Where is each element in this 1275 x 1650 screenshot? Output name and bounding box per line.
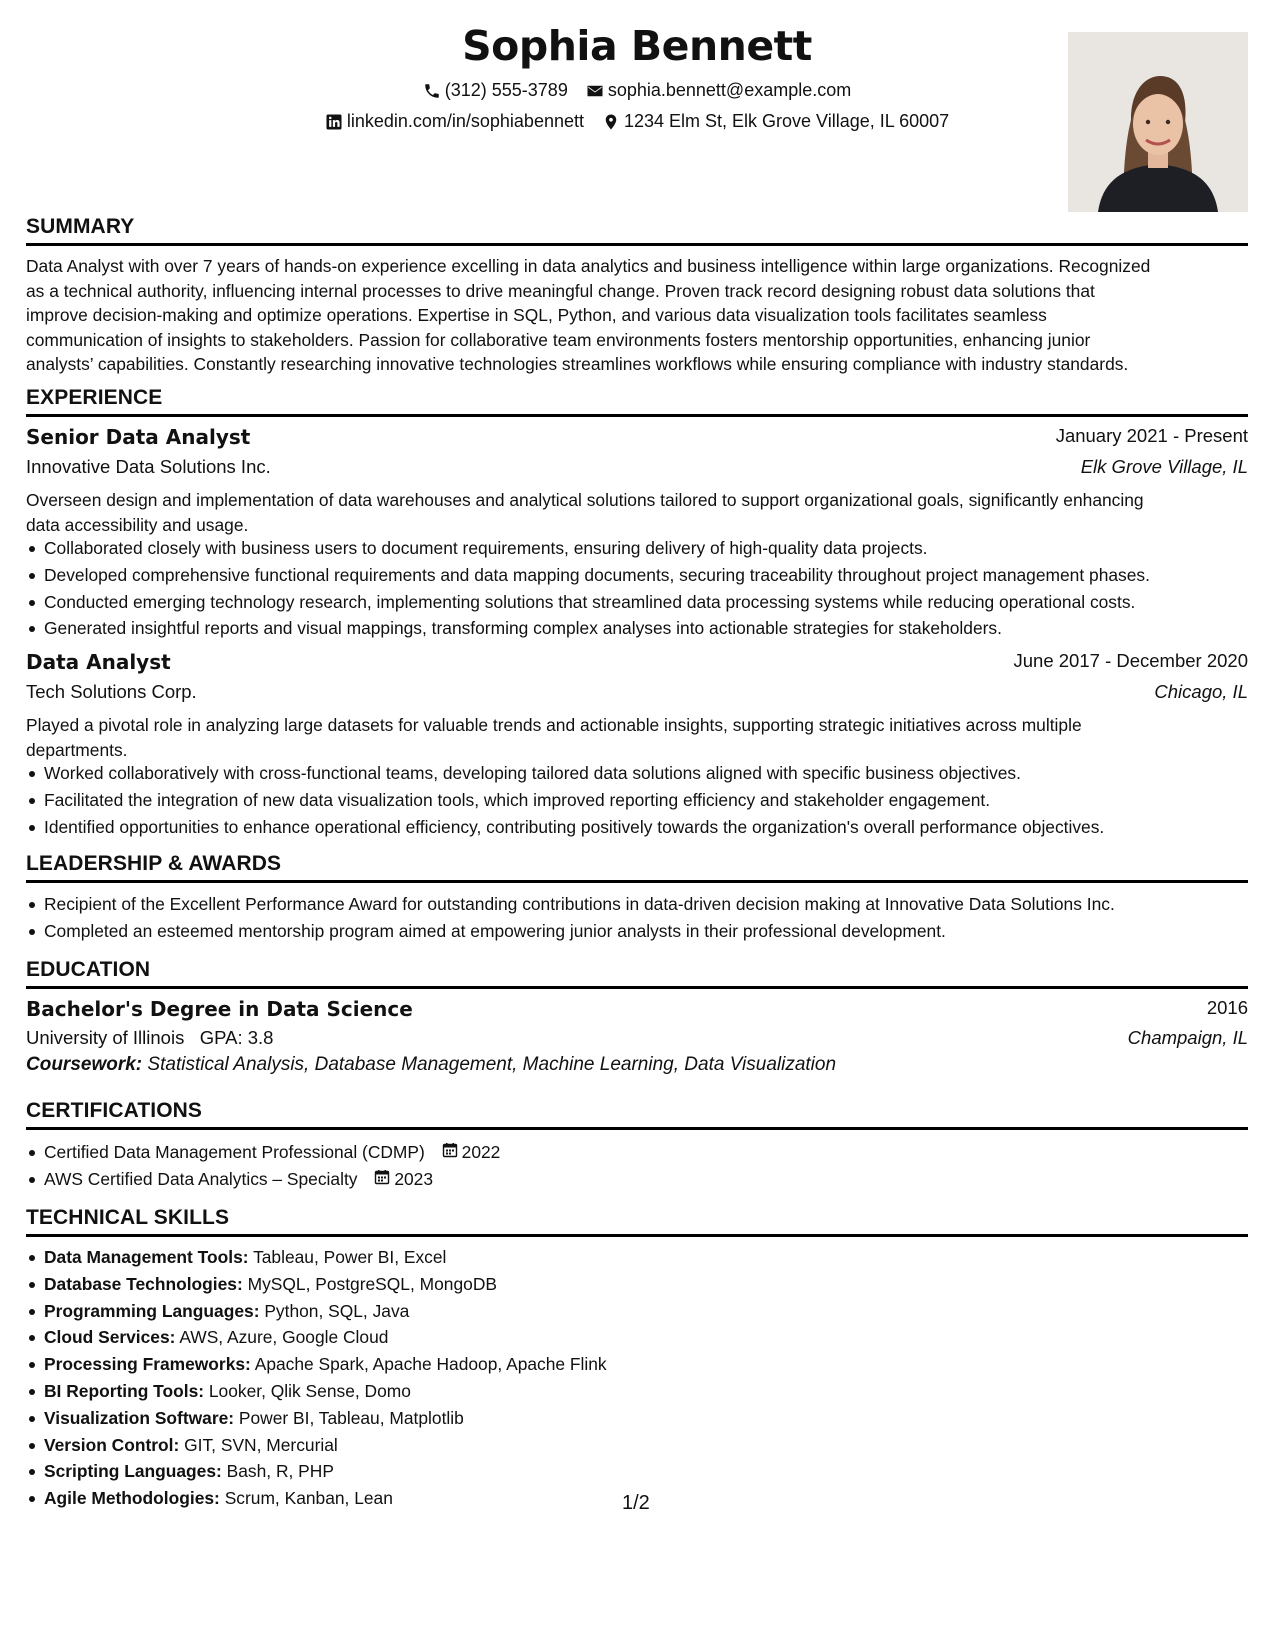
education-heading: EDUCATION xyxy=(26,958,1248,989)
summary-line: as a technical authority, influencing internal processes to drive meaningful change. Proven track record designing robust data solutions that xyxy=(26,280,1095,301)
linkedin-text: linkedin.com/in/sophiabennett xyxy=(346,111,584,131)
certification-year: 2022 xyxy=(461,1142,501,1162)
list-item: Generated insightful reports and visual mappings, transforming complex analyses into actionable strategies for stakeholders. xyxy=(44,615,1266,642)
phone-text: (312) 555-3789 xyxy=(444,80,568,100)
certification-year: 2023 xyxy=(394,1168,434,1189)
certifications-list xyxy=(26,1139,1266,1193)
skill-label: Data Management Tools: xyxy=(44,1247,249,1267)
address-text: 1234 Elm St, Elk Grove Village, IL 60007 xyxy=(623,111,950,131)
list-item: Worked collaboratively with cross-functional teams, developing tailored data solutions aligned with specific business objectives. xyxy=(44,760,1266,787)
leadership-heading: LEADERSHIP & AWARDS xyxy=(26,852,1248,883)
resume-page xyxy=(26,0,1248,1650)
company-name: Tech Solutions Corp. xyxy=(26,681,197,702)
linkedin-contact[interactable] xyxy=(325,111,584,132)
list-item: Completed an esteemed mentorship program aimed at empowering junior analysts in their professional development. xyxy=(44,918,1266,945)
map-pin-icon xyxy=(602,113,620,131)
job-title: Senior Data Analyst xyxy=(26,425,251,449)
job-2-description xyxy=(26,713,1248,762)
skill-label: Scripting Languages: xyxy=(44,1461,222,1482)
skill-item xyxy=(44,1432,1266,1459)
linkedin-icon xyxy=(325,113,343,131)
list-item: Recipient of the Excellent Performance Award for outstanding contributions in data-driven decision making at Innovative Data Solutions Inc. xyxy=(44,891,1266,918)
skill-item xyxy=(44,1244,1266,1271)
skill-label: Version Control: xyxy=(44,1434,180,1455)
skill-item xyxy=(44,1405,1266,1432)
contact-line-2 xyxy=(26,111,1248,132)
job-1-description xyxy=(26,488,1248,537)
company-name: Innovative Data Solutions Inc. xyxy=(26,456,271,477)
skill-label: Database Technologies: xyxy=(44,1273,243,1294)
skill-label: Visualization Software: xyxy=(44,1407,235,1428)
coursework-list: Statistical Analysis, Database Management, Machine Learning, Data Visualization xyxy=(147,1054,837,1075)
job-1-bullets xyxy=(26,535,1266,642)
school-name: University of Illinois xyxy=(26,1027,185,1048)
job-2-subheader xyxy=(26,681,1248,703)
skill-item xyxy=(44,1378,1266,1405)
skill-label: BI Reporting Tools: xyxy=(44,1380,205,1401)
list-item xyxy=(44,1166,1266,1193)
skill-item xyxy=(44,1458,1266,1485)
description-line: Overseen design and implementation of data warehouses and analytical solutions tailored to support organizational goals, significantly enhancing xyxy=(26,490,1144,510)
candidate-name: Sophia Bennett xyxy=(462,22,812,70)
list-item xyxy=(44,1139,1266,1166)
list-item: Facilitated the integration of new data visualization tools, which improved reporting efficiency and stakeholder engagement. xyxy=(44,787,1266,814)
coursework xyxy=(26,1054,836,1076)
skill-value: Apache Spark, Apache Hadoop, Apache Flink xyxy=(254,1354,607,1375)
job-1-header xyxy=(26,425,1248,449)
skill-value: GIT, SVN, Mercurial xyxy=(184,1434,338,1455)
certification-date xyxy=(374,1166,433,1193)
phone-icon xyxy=(423,82,441,100)
school-location: Champaign, IL xyxy=(1127,1027,1248,1048)
summary-heading: SUMMARY xyxy=(26,215,1248,246)
job-location: Chicago, IL xyxy=(1154,681,1248,702)
skill-value: Bash, R, PHP xyxy=(226,1461,334,1482)
summary-line: communication of insights to stakeholders. Passion for collaborative team environments fosters mentorship opportunities, enhancing junior xyxy=(26,329,1091,350)
skill-value: AWS, Azure, Google Cloud xyxy=(179,1327,389,1348)
profile-photo xyxy=(1068,32,1248,212)
leadership-bullets xyxy=(26,891,1266,945)
skill-value: Python, SQL, Java xyxy=(264,1300,410,1321)
email-text: sophia.bennett@example.com xyxy=(607,80,852,100)
skill-label: Processing Frameworks: xyxy=(44,1354,251,1375)
phone-contact[interactable] xyxy=(423,80,568,101)
summary-line: analysts’ capabilities. Constantly researching innovative technologies streamlines workflows while ensuring compliance with industry standards. xyxy=(26,354,1129,374)
education-subheader xyxy=(26,1027,1248,1049)
skill-item xyxy=(44,1485,1266,1512)
skills-heading: TECHNICAL SKILLS xyxy=(26,1206,1248,1237)
resume-header xyxy=(26,0,1248,215)
skill-label: Programming Languages: xyxy=(44,1300,260,1321)
list-item: Collaborated closely with business users to document requirements, ensuring delivery of high-quality data projects. xyxy=(44,535,1266,562)
page-number: 1/2 xyxy=(622,1492,650,1514)
job-title: Data Analyst xyxy=(26,650,171,674)
certifications-heading: CERTIFICATIONS xyxy=(26,1099,1248,1130)
description-line: data accessibility and usage. xyxy=(26,514,249,535)
summary-text xyxy=(26,254,1248,377)
certification-name: Certified Data Management Professional (CDMP) xyxy=(44,1142,425,1162)
certification-date xyxy=(442,1139,501,1166)
skill-label: Cloud Services: xyxy=(44,1327,176,1348)
envelope-icon xyxy=(586,82,604,100)
certification-name: AWS Certified Data Analytics – Specialty xyxy=(44,1168,358,1189)
skill-value: MySQL, PostgreSQL, MongoDB xyxy=(247,1273,497,1294)
email-contact[interactable] xyxy=(586,80,851,101)
list-item: Conducted emerging technology research, implementing solutions that streamlined data processing systems while reducing operational costs. xyxy=(44,589,1266,616)
address-contact xyxy=(602,111,949,132)
description-line: departments. xyxy=(26,739,128,760)
graduation-year: 2016 xyxy=(1206,997,1248,1018)
job-dates: June 2017 - December 2020 xyxy=(1013,650,1248,671)
skill-item xyxy=(44,1351,1266,1378)
education-header xyxy=(26,997,1248,1021)
job-location: Elk Grove Village, IL xyxy=(1080,456,1248,477)
summary-line: Data Analyst with over 7 years of hands-on experience excelling in data analytics and business intelligence within large organizations. Recognized xyxy=(26,256,1151,276)
skill-item xyxy=(44,1324,1266,1351)
skills-list xyxy=(26,1244,1266,1512)
skill-value: Tableau, Power BI, Excel xyxy=(253,1247,447,1267)
summary-line: improve decision-making and optimize operations. Expertise in SQL, Python, and various data visualization tools facilitates seamless xyxy=(26,305,1047,325)
degree-title: Bachelor's Degree in Data Science xyxy=(26,997,413,1021)
experience-heading: EXPERIENCE xyxy=(26,386,1248,417)
skill-value: Scrum, Kanban, Lean xyxy=(224,1488,393,1509)
coursework-label: Coursework: xyxy=(26,1054,143,1075)
skill-item xyxy=(44,1271,1266,1298)
list-item: Identified opportunities to enhance operational efficiency, contributing positively towards the organization's overall performance objectives. xyxy=(44,814,1266,841)
skill-value: Looker, Qlik Sense, Domo xyxy=(208,1380,411,1401)
calendar-icon xyxy=(374,1166,390,1193)
job-1-subheader xyxy=(26,456,1248,478)
job-2-bullets xyxy=(26,760,1266,840)
calendar-icon xyxy=(442,1139,458,1166)
contact-line-1 xyxy=(26,80,1248,101)
skill-item xyxy=(44,1298,1266,1325)
job-dates: January 2021 - Present xyxy=(1055,425,1248,446)
gpa: GPA: 3.8 xyxy=(199,1027,274,1048)
job-2-header xyxy=(26,650,1248,674)
description-line: Played a pivotal role in analyzing large datasets for valuable trends and actionable insights, supporting strategic initiatives across multiple xyxy=(26,715,1082,735)
list-item: Developed comprehensive functional requirements and data mapping documents, securing traceability throughout project management phases. xyxy=(44,562,1266,589)
skill-value: Power BI, Tableau, Matplotlib xyxy=(238,1407,464,1428)
school-info xyxy=(26,1027,273,1049)
skill-label: Agile Methodologies: xyxy=(44,1488,220,1509)
